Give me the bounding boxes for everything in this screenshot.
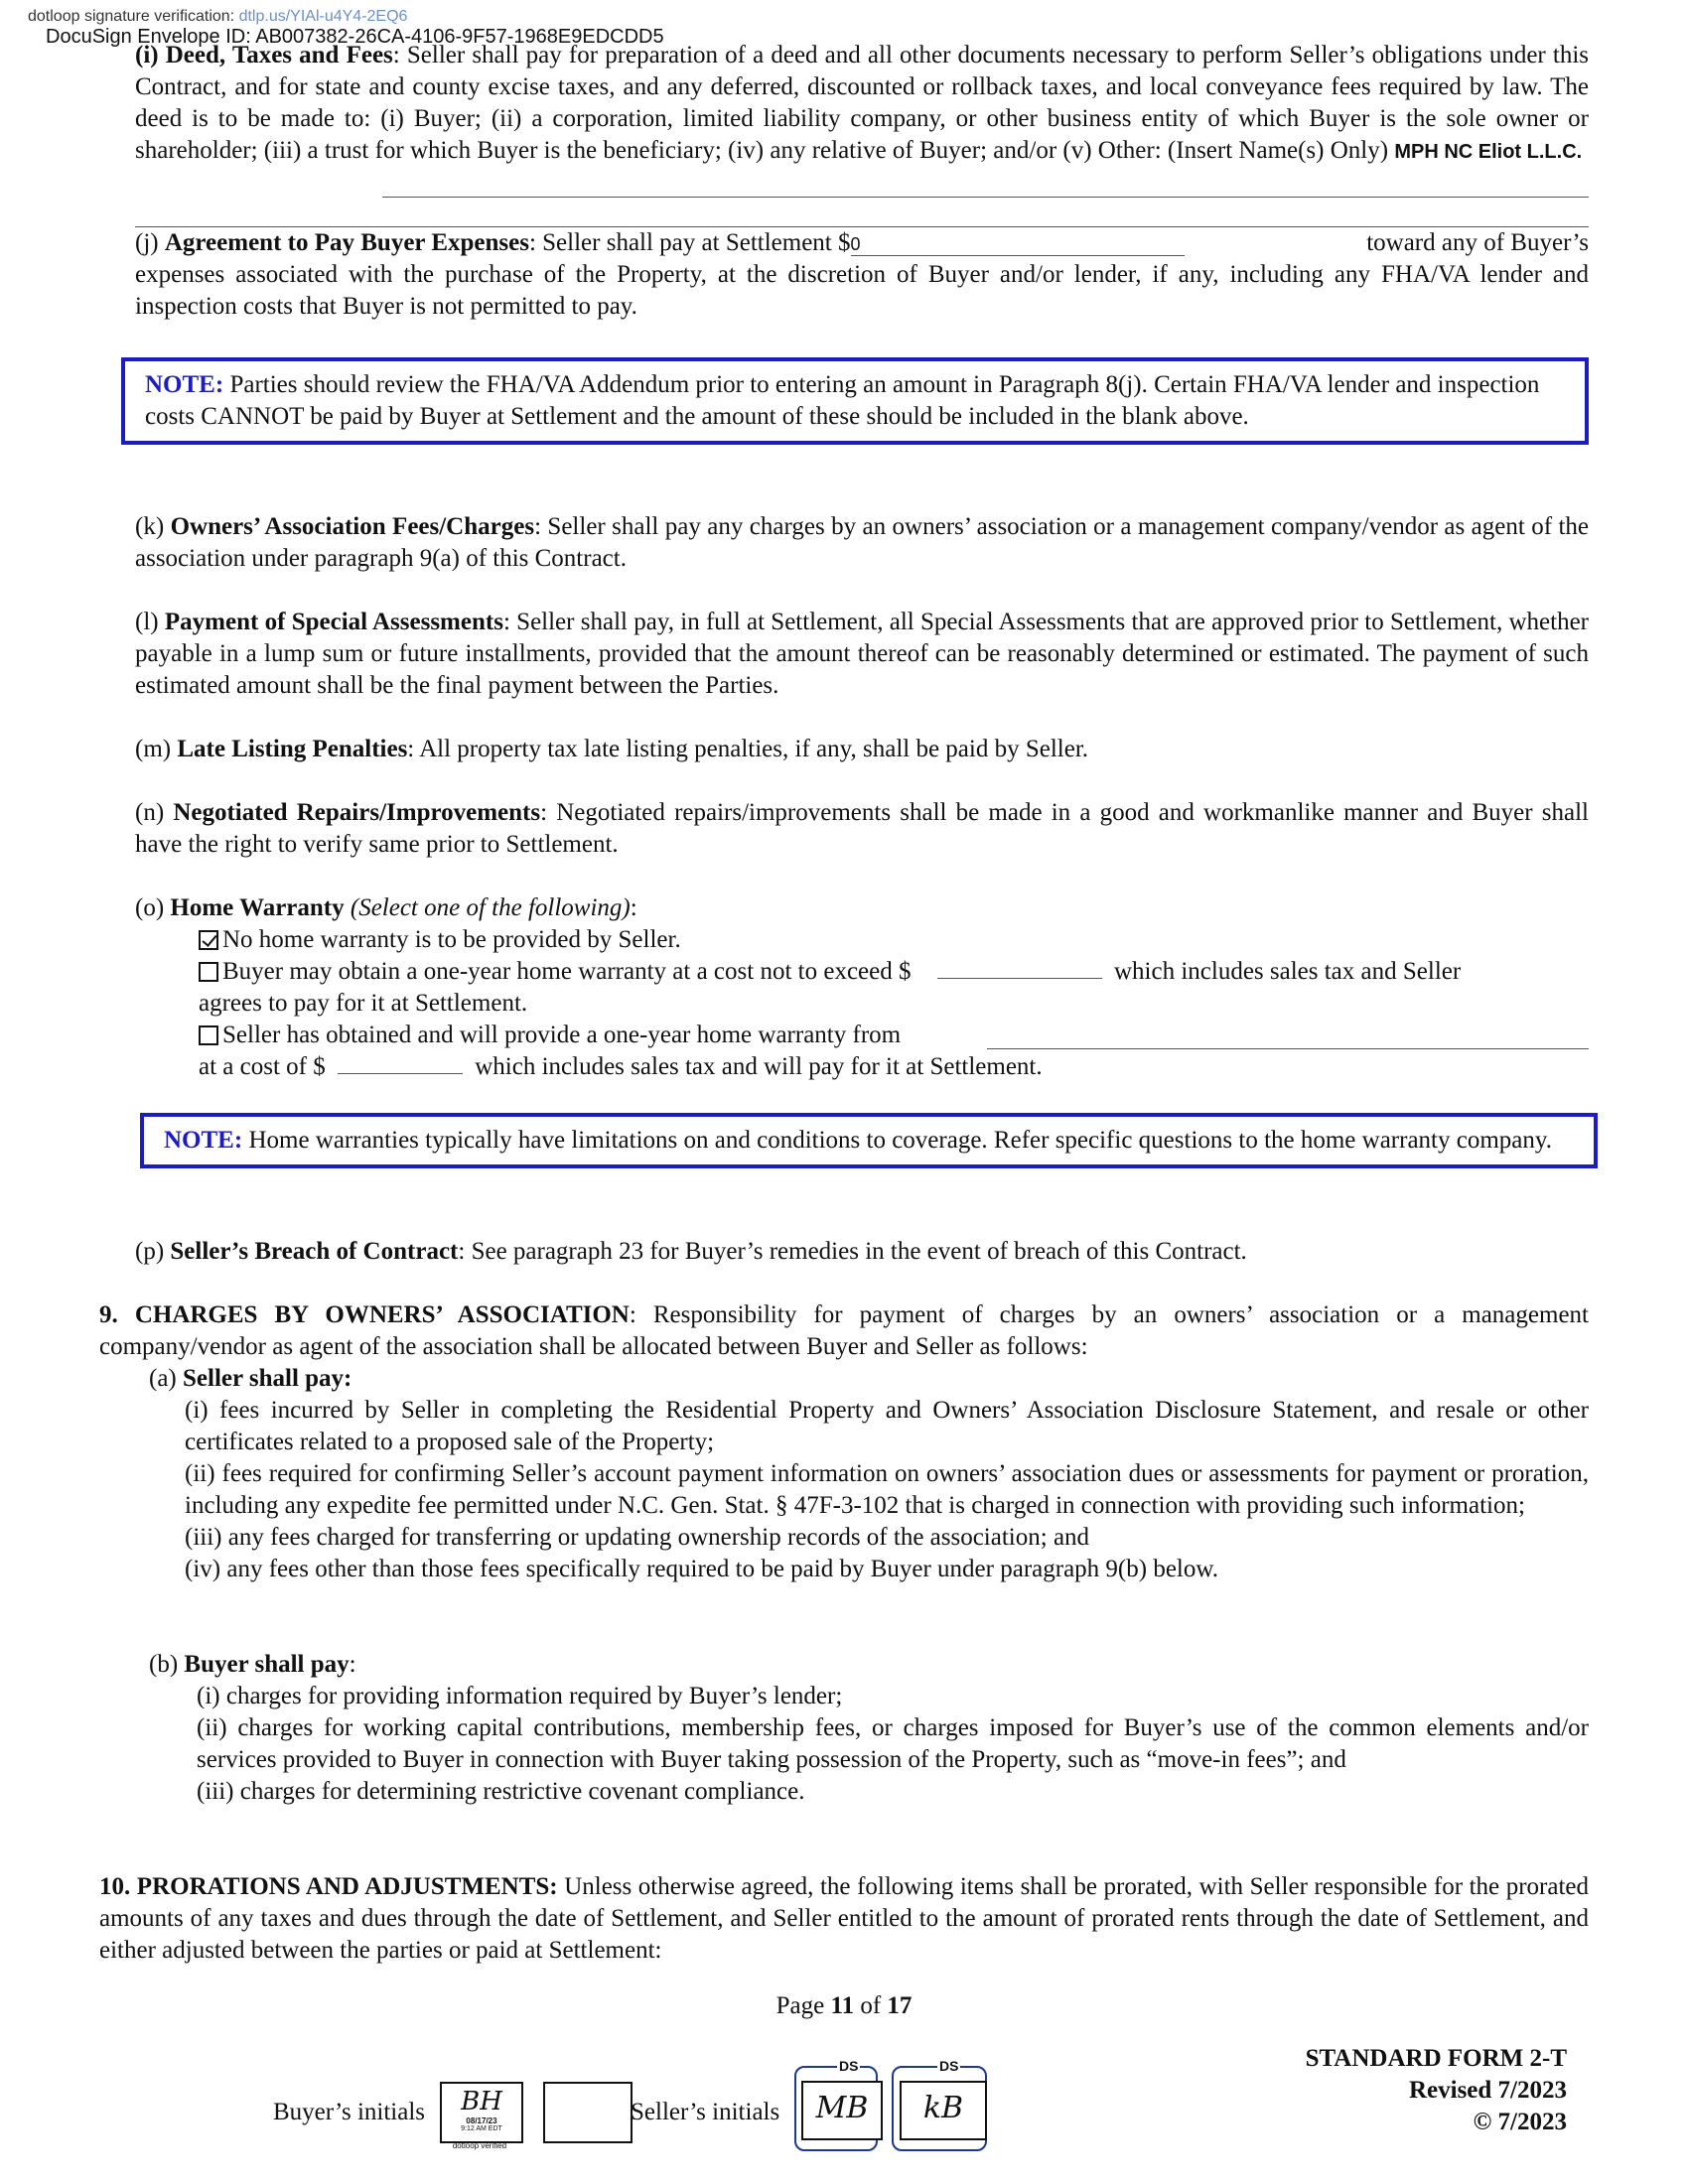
section-9a-heading — [149, 1363, 352, 1395]
section-9a-item: (ii) fees required for confirming Seller’s account payment information on owners’ association dues or assessments for payment or proration, including any expedite fee permitted under N.C. Gen. Stat. § 47F-3-102 that is charged in connection with providing such information; — [185, 1460, 1589, 1519]
form-identifier — [1306, 2043, 1567, 2138]
seller-initial-2: kB — [922, 2091, 964, 2125]
para-j-text-before: : Seller shall pay at Settlement $ — [528, 229, 851, 256]
page-of: of — [860, 1992, 882, 2019]
para-o-label: Home Warranty — [170, 894, 345, 921]
page-current: 11 — [830, 1992, 855, 2019]
para-j-text-after: toward any of Buyer’s — [1366, 229, 1589, 256]
para-n-negotiated-repairs — [135, 797, 1589, 861]
para-o-home-warranty: (o) Home Warranty (Select one of the following): — [135, 894, 637, 921]
warranty-seller-checkbox[interactable] — [199, 1025, 218, 1045]
warranty-option-seller — [199, 1020, 901, 1051]
para-p-label: Seller’s Breach of Contract — [170, 1238, 459, 1265]
form-revised: Revised 7/2023 — [1408, 2077, 1567, 2104]
section-9b-item: (iii) charges for determining restrictive covenant compliance. — [197, 1778, 805, 1805]
para-j-label: Agreement to Pay Buyer Expenses — [164, 229, 529, 256]
buyer-initial-time: 9:12 AM EDT — [461, 2125, 502, 2132]
para-m-prefix: (m) — [135, 736, 172, 762]
para-m-label: Late Listing Penalties — [177, 736, 408, 762]
warranty-buyer-cost-field[interactable] — [937, 956, 1102, 979]
form-name: STANDARD FORM 2-T — [1305, 2045, 1567, 2072]
buyer-expenses-amount: 0 — [850, 234, 861, 254]
section-10-text: Unless otherwise agreed, the following items shall be prorated, with Seller responsible for the prorated amounts of any taxes and dues through the date of Settlement, and Seller entitled to the amount of prorated rents through the date of Settlement, and either adjusted between the parties or paid at Settlement: — [99, 1873, 1589, 1964]
buyer-initial-box-2[interactable] — [543, 2082, 633, 2143]
seller-ds-label-1: DS — [839, 2058, 859, 2074]
seller-initials-label: Seller’s initials — [631, 2099, 780, 2125]
warranty-provider-field[interactable] — [987, 1048, 1589, 1049]
warranty-seller-cost-field[interactable] — [338, 1051, 463, 1074]
warranty-buyer-rest: agrees to pay for it at Settlement. — [199, 990, 528, 1017]
para-n-text: : Negotiated repairs/improvements shall be made in a good and workmanlike manner and Buyer shall have the right to verify same prior to Settlement. — [135, 799, 1589, 858]
note-home-warranty-text: Home warranties typically have limitations on and conditions to coverage. Refer specific questions to the home warranty company. — [248, 1127, 1553, 1154]
section-9a-list — [185, 1395, 1589, 1585]
section-9-charges — [99, 1299, 1589, 1363]
buyer-initial-1: BH — [461, 2087, 502, 2116]
dotloop-link[interactable]: dtlp.us/YIAl-u4Y4-2EQ6 — [238, 8, 408, 25]
deed-name-underline — [382, 197, 1589, 198]
note-label: NOTE: — [145, 371, 224, 398]
para-o-select-text: (Select one of the following) — [350, 894, 631, 921]
section-9-heading: 9. CHARGES BY OWNERS’ ASSOCIATION — [99, 1301, 630, 1328]
warranty-buyer-checkbox[interactable] — [199, 962, 218, 982]
warranty-seller-cost-after: which includes sales tax and will pay for it at Settlement. — [475, 1053, 1043, 1080]
seller-ds-label-2: DS — [939, 2058, 959, 2074]
page-prefix: Page — [775, 1992, 825, 2019]
para-j-text-rest: expenses associated with the purchase of the Property, at the discretion of Buyer and/or lender, if any, including any FHA/VA lender and inspection costs that Buyer is not permitted to pay. — [135, 261, 1589, 320]
note-fha-va-text: Parties should review the FHA/VA Addendum prior to entering an amount in Paragraph 8(j). Certain FHA/VA lender and inspection costs CANNOT be paid by Buyer at Settlement and the amount of these should be included in the blank above. — [145, 371, 1540, 430]
note-home-warranty-box — [140, 1113, 1598, 1168]
section-9b-list — [197, 1681, 1589, 1808]
note2-label: NOTE: — [164, 1127, 243, 1154]
warranty-buyer-label: Buyer may obtain a one-year home warranty at a cost not to exceed $ — [222, 958, 912, 985]
para-k-text: : Seller shall pay any charges by an owners’ association or a management company/vendor as agent of the association under paragraph 9(a) of this Contract. — [135, 513, 1589, 572]
warranty-none-label: No home warranty is to be provided by Seller. — [222, 926, 681, 953]
deed-grantee-name: MPH NC Eliot L.L.C. — [1394, 141, 1583, 163]
para-n-prefix: (n) — [135, 799, 165, 826]
form-copyright: © 7/2023 — [1473, 2109, 1567, 2135]
section-9b-label: Buyer shall pay — [184, 1651, 350, 1678]
section-9a-item: (iv) any fees other than those fees specifically required to be paid by Buyer under paragraph 9(b) below. — [185, 1556, 1219, 1582]
seller-initial-box-2[interactable] — [900, 2081, 987, 2140]
docusign-envelope-id: DocuSign Envelope ID: AB007382-26CA-4106-9F57-1968E9EDCDD5 — [46, 26, 664, 48]
warranty-none-checkbox[interactable] — [199, 930, 218, 950]
section-9b-item: (ii) charges for working capital contributions, membership fees, or charges imposed for Buyer’s use of the common elements and/or services provided to Buyer in connection with Buyer taking possession of the Property, such as “move-in fees”; and — [197, 1714, 1589, 1773]
para-o-prefix: (o) — [135, 894, 165, 921]
para-l-text: : Seller shall pay, in full at Settlement, all Special Assessments that are approved prior to Settlement, whether payable in a lump sum or future installments, provided that the amount thereof can be reasonably determined or estimated. The payment of such estimated amount shall be the final payment between the Parties. — [135, 609, 1589, 699]
buyer-initials-label: Buyer’s initials — [273, 2099, 426, 2125]
para-m-late-listing — [135, 734, 1589, 765]
section-9-intro: : Responsibility for payment of charges by an owners’ association or a management company/vendor as agent of the association shall be allocated between Buyer and Seller as follows: — [99, 1301, 1589, 1360]
section-10-prorations — [99, 1871, 1589, 1967]
para-n-label: Negotiated Repairs/Improvements — [173, 799, 541, 826]
section-9a-label: Seller shall pay: — [183, 1365, 352, 1392]
section-9b-heading — [149, 1649, 356, 1681]
para-p-sellers-breach — [135, 1236, 1589, 1268]
section-9a-item: (iii) any fees charged for transferring or updating ownership records of the association; and — [185, 1524, 1090, 1551]
buyer-initial-date: 08/17/23 — [466, 2116, 497, 2125]
warranty-buyer-label-after: which includes sales tax and Seller — [1113, 958, 1462, 985]
page-total: 17 — [887, 1992, 913, 2019]
para-k-label: Owners’ Association Fees/Charges — [170, 513, 535, 540]
para-m-text: : All property tax late listing penalties, if any, shall be paid by Seller. — [407, 736, 1089, 762]
para-i-label: (i) Deed, Taxes and Fees — [135, 42, 393, 68]
buyer-initial-verified: dotloop verified — [452, 2141, 507, 2150]
para-i-deed-taxes-fees — [135, 40, 1589, 168]
section-9b-colon: : — [349, 1651, 356, 1678]
para-p-prefix: (p) — [135, 1238, 165, 1265]
section-10-heading: 10. PRORATIONS AND ADJUSTMENTS: — [99, 1873, 558, 1900]
section-9a-item: (i) fees incurred by Seller in completing the Residential Property and Owners’ Association Disclosure Statement, and resale or other certificates related to a proposed sale of the Property; — [185, 1397, 1589, 1455]
warranty-seller-label: Seller has obtained and will provide a one-year home warranty from — [222, 1022, 902, 1048]
section-9b-item: (i) charges for providing information required by Buyer’s lender; — [197, 1683, 843, 1709]
buyer-initial-box-1[interactable] — [440, 2082, 523, 2143]
buyer-expenses-amount-field[interactable] — [851, 233, 1185, 256]
warranty-seller-cost-label: at a cost of $ — [199, 1053, 326, 1080]
para-j-buyer-expenses — [135, 227, 1589, 323]
note-fha-va-box — [121, 357, 1589, 445]
para-j-prefix: (j) — [135, 229, 159, 256]
para-l-special-assessments — [135, 607, 1589, 702]
para-p-text: : See paragraph 23 for Buyer’s remedies in the event of breach of this Contract. — [458, 1238, 1247, 1265]
warranty-option-buyer — [199, 956, 1589, 988]
dotloop-prefix: dotloop signature verification: — [28, 8, 235, 25]
warranty-seller-cost-line — [199, 1051, 1589, 1083]
dotloop-verification — [28, 8, 407, 26]
seller-initial-box-1[interactable] — [801, 2081, 883, 2140]
page-number — [0, 1990, 1688, 2022]
section-9b-prefix: (b) — [149, 1651, 179, 1678]
para-l-label: Payment of Special Assessments — [164, 609, 503, 635]
para-k-owners-association — [135, 511, 1589, 575]
section-9a-prefix: (a) — [149, 1365, 177, 1392]
para-i-text: : Seller shall pay for preparation of a deed and all other documents necessary to perform Seller’s obligations under this Contract, and for state and county excise taxes, and any deferred, discounted or rollback taxes, and local conveyance fees required by law. The deed is to be made to: (i) Buyer; (ii) a corporation, limited liability company, or other business entity of which Buyer is the sole owner or shareholder; (iii) a trust for which Buyer is the beneficiary; (iv) any relative of Buyer; and/or (v) Other: (Insert Name(s) Only) — [135, 42, 1589, 164]
para-k-prefix: (k) — [135, 513, 165, 540]
para-l-prefix: (l) — [135, 609, 159, 635]
warranty-option-none — [199, 924, 1589, 956]
seller-initial-1: MB — [815, 2091, 869, 2125]
